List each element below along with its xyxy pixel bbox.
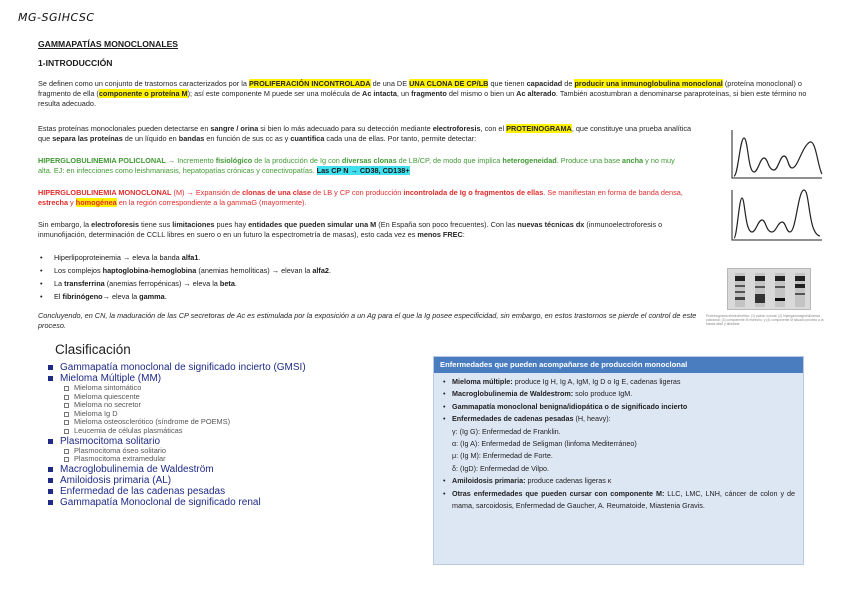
clasificacion-subitem: Mieloma quiescente (48, 393, 306, 402)
policlonal-paragraph: HIPERGLOBULINEMIA POLICLONAL → Incremento fisiológico de la producción de Ig con diversas clonas de LB/CP, de modo que implica heterogeneidad. Produce una base ancha y no muy alta. EJ: en infecciones como leishmaniasis, hepatopatías crónicas y conectivopatías. Las CP N → CD38, CD138+ (38, 156, 675, 176)
enfermedades-box (433, 356, 804, 565)
handwritten-note: MG-SGIHCSC (18, 11, 95, 24)
clasificacion-subitem: Plasmocitoma óseo solitario (48, 447, 306, 456)
interference-list (38, 251, 538, 303)
clasificacion-item: Gammapatía Monoclonal de significado renal (48, 497, 306, 508)
clasificacion-item: Plasmocitoma solitario (48, 436, 306, 447)
box-item: • Gammapatía monoclonal benigna/idiopática o de significado incierto (443, 401, 688, 411)
box-item: • Mieloma múltiple: produce Ig H, Ig A, IgM, Ig D o Ig E, cadenas ligeras (443, 377, 681, 386)
conclusion-paragraph: Concluyendo, en CN, la maduración de las CP secretoras de Ac es estimulada por la exposición a un Ag para el que la Ig posee especificidad, sin embargo, en estos trastornos se pierde el control de este proceso. (38, 311, 697, 331)
list-item: • Los complejos haptoglobina-hemoglobina (anemias hemolíticas) → elevan la alfa2. (38, 264, 538, 277)
monoclonal-sketch (728, 188, 826, 244)
clasificacion-item: Gammapatía monoclonal de significado incierto (GMSI) (48, 362, 306, 373)
box-header: Enfermedades que pueden acompañarse de producción monoclonal (434, 357, 803, 373)
box-item: • Amiloidosis primaria: produce cadenas ligeras κ (443, 476, 612, 486)
box-item: • Macroglobulinemia de Waldestrom: solo produce IgM. (443, 389, 633, 399)
box-item: • Enfermedades de cadenas pesadas (H, heavy): (443, 414, 611, 424)
clasificacion-subitem: Mieloma Ig D (48, 410, 306, 419)
box-chain-item: α: (Ig A): Enfermedad de Seligman (linfoma Mediterráneo) (452, 439, 637, 449)
box-item: • Otras enfermedades que pueden cursar con componente M: LLC, LMC, LNH, cáncer de colon y de mama, sarcoidosis, Enfermedad de Gaucher, A. Reumatoide, Miastenia Gravis. (443, 488, 795, 511)
list-item: • La transferrina (anemias ferropénicas) → eleva la beta. (38, 277, 538, 290)
clasificacion-subitem: Leucemia de células plasmáticas (48, 427, 306, 436)
clasificacion-subitem: Mieloma sintomático (48, 384, 306, 393)
limitaciones-paragraph: Sin embargo, la electroforesis tiene sus limitaciones pues hay entidades que pueden simular una M (En España son poco frecuentes). Con las nuevas técnicas dx (inmunoelectroforesis o inmunofijación, determinación de CCLL libres en suero o en un futuro la espectrometría de masas), esto cada vez es menos FREC: (38, 220, 663, 240)
box-chain-item: μ: (Ig M): Enfermedad de Forte. (452, 451, 553, 461)
clasificacion-item: Macroglobulinemia de Waldeström (48, 464, 306, 475)
box-chain-item: δ: (IgD): Enfermedad de Vilpo. (452, 463, 549, 473)
list-item: • Hiperlipoproteinemia → eleva la banda alfa1. (38, 251, 538, 264)
clasificacion-title: Clasificación (55, 342, 131, 357)
clasificacion-item: Amiloidosis primaria (AL) (48, 475, 306, 486)
proteinograma-paragraph: Estas proteínas monoclonales pueden detectarse en sangre / orina si bien lo más adecuado para su detección mediante electroforesis, con el PROTEINOGRAMA, que constituye una prueba analítica que separa las proteínas de un líquido en bandas en función de sus cc as y cuantifica cada una de ellas. Por tanto, permite detectar: (38, 124, 692, 144)
clasificacion-item: Mieloma Múltiple (MM) (48, 373, 306, 384)
clasificacion-subitem: Plasmocitoma extramedular (48, 455, 306, 464)
clasificacion-subitem: Mieloma osteosclerótico (síndrome de POEMS) (48, 418, 306, 427)
box-chain-item: γ: (Ig G): Enfermedad de Franklin. (452, 426, 561, 436)
section-title: 1-INTRODUCCIÓN (38, 58, 113, 68)
clasificacion-subitem: Mieloma no secretor (48, 401, 306, 410)
clasificacion-item: Enfermedad de las cadenas pesadas (48, 486, 306, 497)
document-title: GAMMAPATÍAS MONOCLONALES (38, 39, 179, 49)
monoclonal-paragraph: HIPERGLOBULINEMIA MONOCLONAL (M) → Expansión de clonas de una clase de LB y CP con producción incontrolada de Ig o fragmentos de ellas. Se manifiestan en forma de banda densa, estrecha y homogénea en la región correspondiente a la gammaG (mayormente). (38, 188, 683, 208)
electrophoresis-gel-image (727, 268, 811, 310)
list-item: • El fibrinógeno→ eleva la gamma. (38, 290, 538, 303)
policlonal-sketch (728, 128, 826, 182)
intro-paragraph: Se definen como un conjunto de trastornos caracterizados por la PROLIFERACIÓN INCONTROLADA de una DE UNA CLONA DE CP/LB que tienen capacidad de producir una inmunoglobulina monoclonal (proteína monoclonal) o fragmento de ella (componente o proteína M); así este componente M puede ser una molécula de Ac intacta, un fragmento del mismo o bien un Ac alterado. También acostumbran a denominarse paraproteínas, si bien este término no resulta adecuado. (38, 79, 807, 109)
gel-caption: Proteinograma electroforético: (1) patrón normal; (2) hipergammaglobulinemia policlonal; (3) componente M estrecho; y (4) componente M situado próximo a la banda alfa2 y alfa/beta (706, 314, 824, 326)
clasificacion-list (48, 362, 306, 508)
box-body (434, 373, 803, 512)
